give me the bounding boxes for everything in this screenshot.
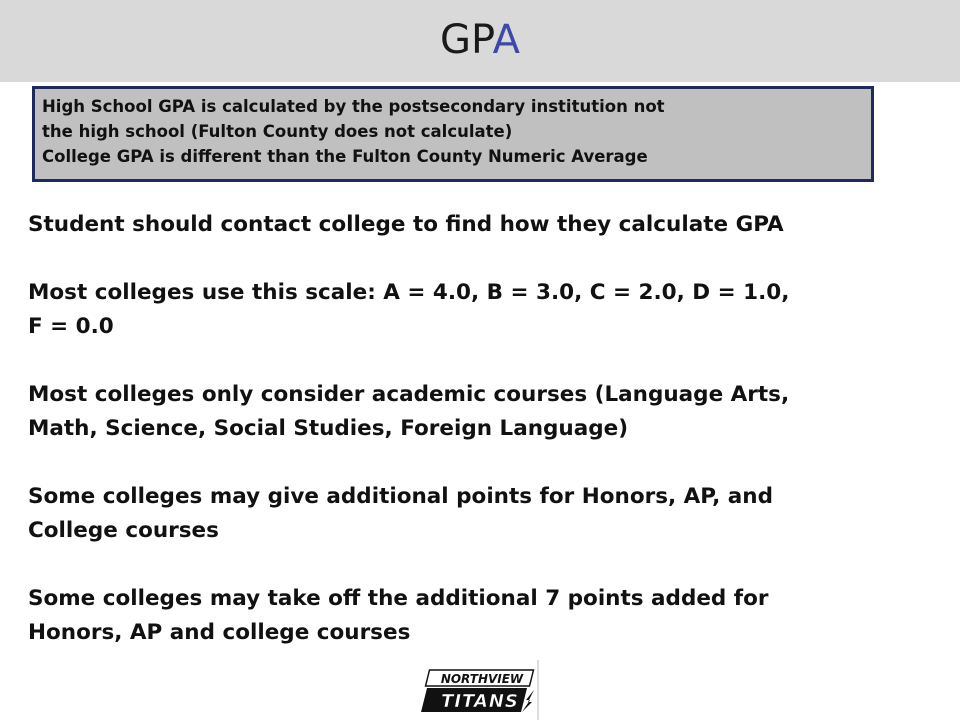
- note-line-1: High School GPA is calculated by the postsecondary institution not: [42, 97, 665, 116]
- paragraph-line: College courses: [28, 518, 219, 543]
- note-line-3: College GPA is different than the Fulton County Numeric Average: [42, 147, 648, 166]
- paragraph-grade-scale: [28, 276, 958, 344]
- paragraph-line: F = 0.0: [28, 314, 114, 339]
- paragraph-academic-courses: [28, 378, 958, 446]
- logo-bottom-text: TITANS: [441, 691, 519, 712]
- paragraph-line: Some colleges may take off the additional 7 points added for: [28, 586, 769, 611]
- slide-title-main: GP: [440, 17, 493, 63]
- slide-title: [0, 14, 960, 66]
- logo-top-text: NORTHVIEW: [440, 672, 524, 686]
- gpa-note-box: [32, 86, 874, 182]
- paragraph-line: Some colleges may give additional points for Honors, AP, and: [28, 484, 773, 509]
- paragraph-contact-college: [28, 208, 958, 242]
- slide-body: [28, 208, 958, 684]
- paragraph-remove-points: [28, 582, 958, 650]
- paragraph-additional-points: [28, 480, 958, 548]
- slide-title-accent: A: [492, 17, 520, 63]
- northview-titans-logo: [418, 660, 540, 720]
- paragraph-line: Student should contact college to find how they calculate GPA: [28, 212, 784, 237]
- note-line-2: the high school (Fulton County does not calculate): [42, 122, 513, 141]
- paragraph-line: Math, Science, Social Studies, Foreign Language): [28, 416, 629, 441]
- paragraph-line: Honors, AP and college courses: [28, 620, 411, 645]
- paragraph-line: Most colleges only consider academic courses (Language Arts,: [28, 382, 790, 407]
- paragraph-line: Most colleges use this scale: A = 4.0, B = 3.0, C = 2.0, D = 1.0,: [28, 280, 790, 305]
